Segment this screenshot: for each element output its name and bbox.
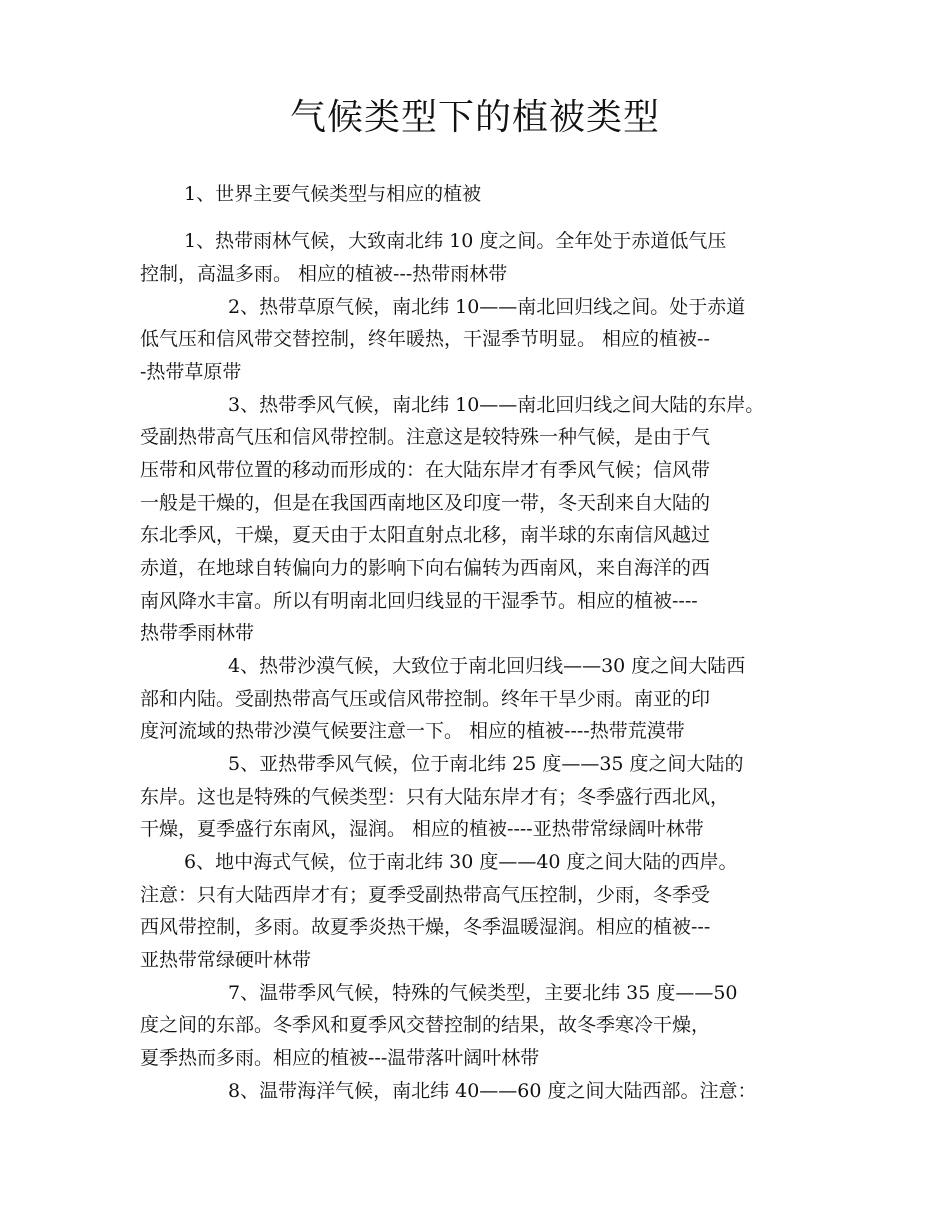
text-line: 受副热带高气压和信风带控制。注意这是较特殊一种气候，是由于气 [140,426,711,448]
text-line: 度之间的东部。冬季风和夏季风交替控制的结果，故冬季寒冷干燥， [140,1014,711,1036]
text-line: 低气压和信风带交替控制，终年暖热，干湿季节明显。 相应的植被-- [140,328,710,350]
text-line: 5、亚热带季风气候，位于南北纬 25 度——35 度之间大陆的 [228,753,744,775]
text-line: 度河流域的热带沙漠气候要注意一下。 相应的植被----热带荒漠带 [140,720,685,742]
page-title: 气候类型下的植被类型 [289,97,660,138]
text-line: 1、热带雨林气候，大致南北纬 10 度之间。全年处于赤道低气压 [184,230,727,252]
text-line: 6、地中海式气候，位于南北纬 30 度——40 度之间大陆的西岸。 [184,851,738,873]
section-heading: 1、世界主要气候类型与相应的植被 [184,183,482,205]
text-line: 7、温带季风气候，特殊的气候类型，主要北纬 35 度——50 [228,982,738,1004]
text-line: 亚热带常绿硬叶林带 [140,949,312,971]
text-line: 压带和风带位置的移动而形成的：在大陆东岸才有季风气候；信风带 [140,459,711,481]
text-line: 干燥，夏季盛行东南风，湿润。 相应的植被----亚热带常绿阔叶林带 [140,818,704,840]
text-line: 赤道，在地球自转偏向力的影响下向右偏转为西南风，来自海洋的西 [140,557,711,579]
text-line: 3、热带季风气候，南北纬 10——南北回归线之间大陆的东岸。 [228,394,765,416]
text-line: 东岸。这也是特殊的气候类型：只有大陆东岸才有；冬季盛行西北风， [140,786,730,808]
text-line: 东北季风，干燥，夏天由于太阳直射点北移，南半球的东南信风越过 [140,524,711,546]
text-line: 夏季热而多雨。相应的植被---温带落叶阔叶林带 [140,1047,540,1069]
text-line: 4、热带沙漠气候，大致位于南北回归线——30 度之间大陆西 [228,655,746,677]
text-line: 部和内陆。受副热带高气压或信风带控制。终年干旱少雨。南亚的印 [140,688,711,710]
text-line: 热带季雨林带 [140,622,255,644]
text-line: -热带草原带 [140,361,242,383]
text-line: 南风降水丰富。所以有明南北回归线显的干湿季节。相应的植被---- [140,590,698,612]
text-line: 2、热带草原气候，南北纬 10——南北回归线之间。处于赤道 [228,296,746,318]
text-line: 西风带控制，多雨。故夏季炎热干燥，冬季温暖湿润。相应的植被--- [140,916,711,938]
text-line: 一般是干燥的，但是在我国西南地区及印度一带，冬天刮来自大陆的 [140,492,711,514]
text-line: 控制，高温多雨。 相应的植被---热带雨林带 [140,263,508,285]
text-line: 注意：只有大陆西岸才有；夏季受副热带高气压控制，少雨，冬季受 [140,884,711,906]
text-line: 8、温带海洋气候，南北纬 40——60 度之间大陆西部。注意： [228,1080,757,1102]
